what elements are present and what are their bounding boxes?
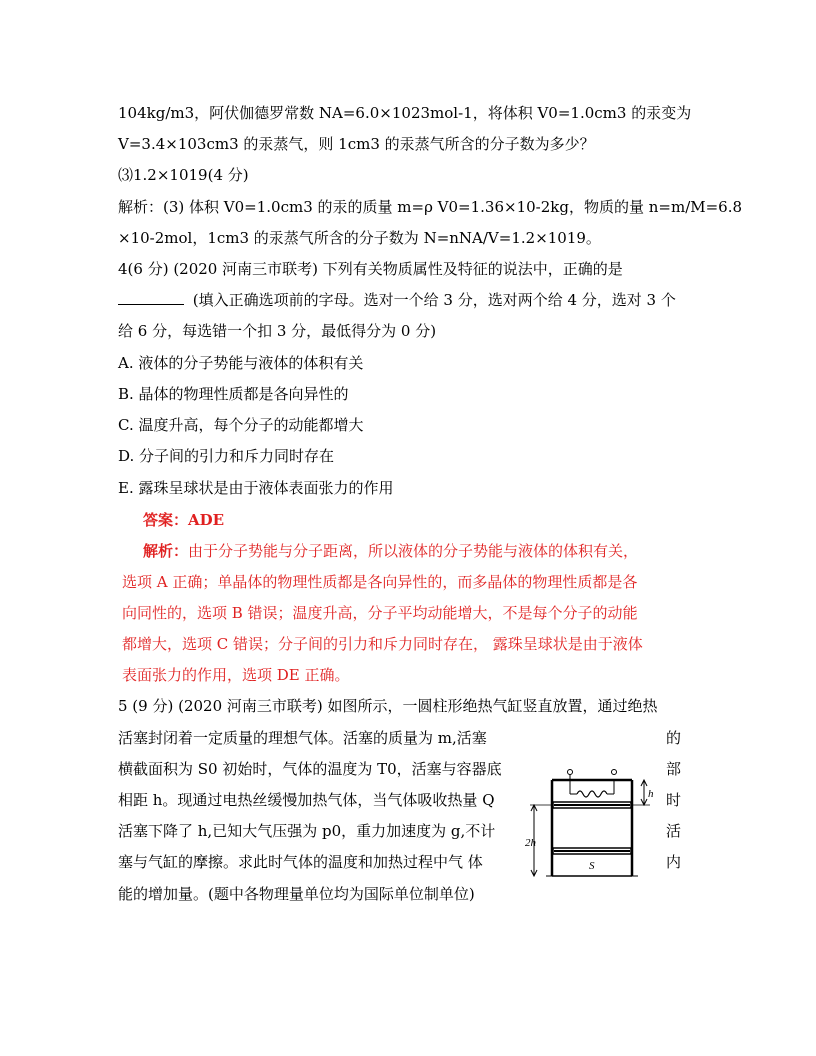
question-5-left-5: 塞与气缸的摩擦。求此时气体的温度和加热过程中气 体: [118, 853, 483, 871]
option-b: B. 晶体的物理性质都是各向异性的: [118, 385, 349, 403]
label-2h: 2h: [525, 837, 536, 849]
option-c: C. 温度升高，每个分子的动能都增大: [118, 416, 364, 434]
question-4-instructions: (填入正确选项前的字母。选对一个给 3 分，选对两个给 4 分，选对 3 个: [188, 291, 676, 309]
analysis-line-q3-2: ×10-2mol，1cm3 的汞蒸气所含的分子数为 N=nNA/V=1.2×1019。: [118, 229, 601, 247]
question-5-right-2: 部: [666, 760, 682, 778]
question-5-stem: 5 (9 分) (2020 河南三市联考) 如图所示，一圆柱形绝热气缸竖直放置，通过绝热: [118, 697, 658, 715]
question-5-right-1: 的: [666, 729, 682, 747]
analysis-line-1: 选项 A 正确；单晶体的物理性质都是各向异性的，而多晶体的物理性质都是各: [122, 573, 638, 591]
label-h: h: [648, 788, 654, 800]
answer-row: [143, 510, 224, 530]
question-4-stem: 4(6 分) (2020 河南三市联考) 下列有关物质属性及特征的说法中，正确的是: [118, 260, 623, 278]
text-line-2: V=3.4×103cm3 的汞蒸气，则 1cm3 的汞蒸气所含的分子数为多少？: [118, 135, 595, 153]
question-5-right-5: 内: [666, 853, 682, 871]
question-5-right-4: 活: [666, 822, 682, 840]
option-a: A. 液体的分子势能与液体的体积有关: [118, 354, 364, 372]
analysis-line-q3-1: 解析：(3) 体积 V0=1.0cm3 的汞的质量 m=ρ V0=1.36×10-2kg，物质的量 n=m/M=6.8: [118, 198, 743, 216]
question-5-left-2: 横截面积为 S0 初始时，气体的温度为 T0，活塞与容器底: [118, 760, 502, 778]
analysis-line-4: 表面张力的作用，选项 DE 正确。: [122, 666, 350, 684]
option-e: E. 露珠呈球状是由于液体表面张力的作用: [118, 479, 394, 497]
analysis-first-line: [143, 541, 638, 561]
question-5-left-4: 活塞下降了 h,已知大气压强为 p0，重力加速度为 g,不计: [118, 822, 496, 840]
analysis-line-2: 向同性的，选项 B 错误；温度升高，分子平均动能增大，不是每个分子的动能: [122, 604, 638, 622]
question-4-line-2: [118, 290, 676, 310]
analysis-first-text: 由于分子势能与分子距离，所以液体的分子势能与液体的体积有关，: [188, 542, 639, 560]
cylinder-diagram: [522, 768, 668, 900]
label-s: S: [589, 860, 595, 872]
answer-line-q3: ⑶1.2×1019(4 分): [118, 166, 249, 184]
question-5-right-3: 时: [666, 791, 682, 809]
analysis-line-3: 都增大，选项 C 错误；分子间的引力和斥力同时存在， 露珠呈球状是由于液体: [122, 635, 643, 653]
answer-label: 答案：: [143, 511, 189, 529]
heater-coil-icon: [577, 791, 607, 797]
answer-blank: [118, 290, 184, 305]
question-4-line-3: 给 6 分，每选错一个扣 3 分，最低得分为 0 分): [118, 322, 437, 340]
option-d: D. 分子间的引力和斥力同时存在: [118, 447, 335, 465]
answer-value: ADE: [188, 511, 225, 529]
question-5-left-3: 相距 h。现通过电热丝缓慢加热气体，当气体吸收热量 Q: [118, 791, 495, 809]
question-5-left-1: 活塞封闭着一定质量的理想气体。活塞的质量为 m,活塞: [118, 729, 487, 747]
text-line-1: 104kg/m3，阿伏伽德罗常数 NA=6.0×1023mol-1，将体积 V0=1.0cm3 的汞变为: [118, 104, 692, 122]
analysis-label: 解析：: [143, 542, 189, 560]
question-5-left-6: 能的增加量。(题中各物理量单位均为国际单位制单位): [118, 885, 475, 903]
